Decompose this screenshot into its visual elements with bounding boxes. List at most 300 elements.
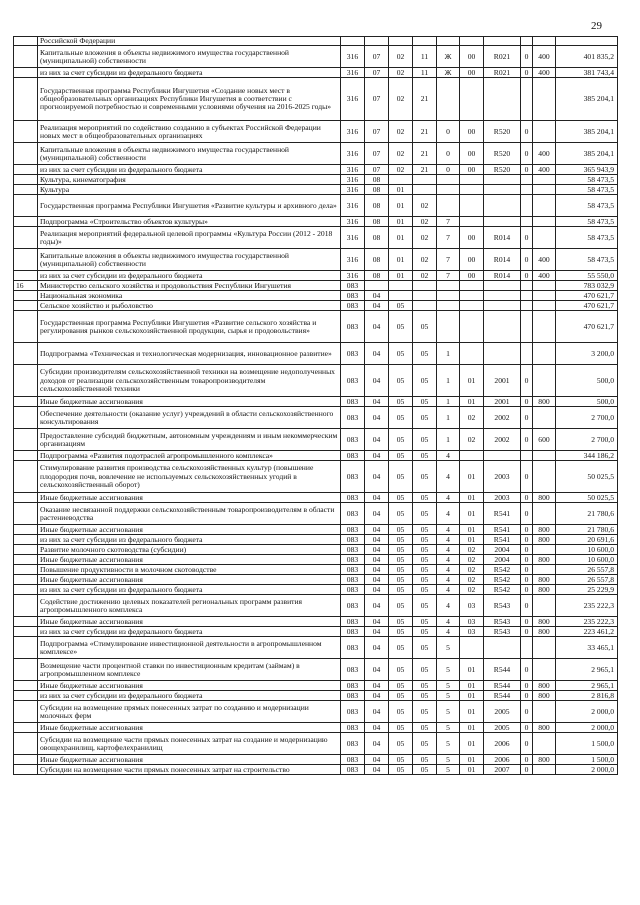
item-name-cell: Иные бюджетные ассигнования: [38, 617, 341, 627]
subsection-code-cell: 05: [389, 691, 413, 701]
item-name-cell: Подпрограмма «Строительство объектов культуры»: [38, 217, 341, 227]
ministry-code-cell: [341, 37, 365, 46]
direction-code-cell: [484, 195, 521, 217]
event-code-cell: 00: [460, 165, 484, 175]
amount-cell: 58 473,5: [556, 185, 618, 195]
subprogram-code-cell: [437, 37, 460, 46]
subsection-code-cell: 02: [389, 165, 413, 175]
direction-code-cell: R544: [484, 681, 521, 691]
ministry-code-cell: 316: [341, 249, 365, 271]
sub-direction-code-cell: 0: [521, 271, 533, 281]
subsection-code-cell: 05: [389, 575, 413, 585]
section-code-cell: 08: [365, 175, 389, 185]
expense-type-code-cell: [533, 637, 556, 659]
ministry-code-cell: 083: [341, 555, 365, 565]
event-code-cell: 01: [460, 701, 484, 723]
expense-type-code-cell: [533, 701, 556, 723]
item-name-cell: из них за счет субсидии из федерального бюджета: [38, 691, 341, 701]
event-code-cell: 00: [460, 271, 484, 281]
direction-code-cell: [484, 175, 521, 185]
amount-cell: 50 025,5: [556, 461, 618, 493]
subprogram-code-cell: 4: [437, 585, 460, 595]
direction-code-cell: [484, 185, 521, 195]
table-row: [14, 765, 618, 775]
subprogram-code-cell: 5: [437, 659, 460, 681]
event-code-cell: 01: [460, 461, 484, 493]
sub-direction-code-cell: 0: [521, 723, 533, 733]
sub-direction-code-cell: 0: [521, 565, 533, 575]
item-name-cell: Капитальные вложения в объекты недвижимого имущества государственной (муниципальной) собственности: [38, 46, 341, 68]
amount-cell: 344 186,2: [556, 451, 618, 461]
subprogram-code-cell: 5: [437, 765, 460, 775]
subprogram-code-cell: 0: [437, 143, 460, 165]
amount-cell: 50 025,5: [556, 493, 618, 503]
item-name-cell: Иные бюджетные ассигнования: [38, 755, 341, 765]
direction-code-cell: 2002: [484, 407, 521, 429]
amount-cell: 2 000,0: [556, 701, 618, 723]
subsection-code-cell: [389, 37, 413, 46]
section-code-cell: 04: [365, 733, 389, 755]
subsection-code-cell: 05: [389, 723, 413, 733]
expense-type-code-cell: 800: [533, 691, 556, 701]
subsection-code-cell: 05: [389, 627, 413, 637]
ministry-code-cell: 083: [341, 755, 365, 765]
direction-code-cell: [484, 343, 521, 365]
program-code-cell: [413, 37, 437, 46]
row-number-cell: [14, 365, 38, 397]
event-code-cell: [460, 217, 484, 227]
event-code-cell: 01: [460, 525, 484, 535]
sub-direction-code-cell: 0: [521, 701, 533, 723]
sub-direction-code-cell: 0: [521, 545, 533, 555]
item-name-cell: Иные бюджетные ассигнования: [38, 397, 341, 407]
program-code-cell: 05: [413, 565, 437, 575]
table-body: [14, 37, 618, 775]
row-number-cell: [14, 37, 38, 46]
row-number-cell: [14, 46, 38, 68]
sub-direction-code-cell: [521, 291, 533, 301]
program-code-cell: [413, 185, 437, 195]
sub-direction-code-cell: 0: [521, 681, 533, 691]
section-code-cell: 04: [365, 291, 389, 301]
sub-direction-code-cell: [521, 637, 533, 659]
section-code-cell: 04: [365, 627, 389, 637]
amount-cell: 58 473,5: [556, 227, 618, 249]
sub-direction-code-cell: 0: [521, 429, 533, 451]
table-row: [14, 271, 618, 281]
row-number-cell: [14, 545, 38, 555]
section-code-cell: 04: [365, 575, 389, 585]
row-number-cell: [14, 691, 38, 701]
ministry-code-cell: 083: [341, 617, 365, 627]
ministry-code-cell: 083: [341, 397, 365, 407]
table-row: [14, 301, 618, 311]
subsection-code-cell: 05: [389, 765, 413, 775]
program-code-cell: 05: [413, 311, 437, 343]
direction-code-cell: 2001: [484, 365, 521, 397]
expense-type-code-cell: [533, 195, 556, 217]
expense-type-code-cell: [533, 121, 556, 143]
ministry-code-cell: 083: [341, 365, 365, 397]
section-code-cell: 04: [365, 407, 389, 429]
sub-direction-code-cell: 0: [521, 691, 533, 701]
section-code-cell: 07: [365, 121, 389, 143]
section-code-cell: 04: [365, 451, 389, 461]
row-number-cell: [14, 249, 38, 271]
program-code-cell: 21: [413, 78, 437, 121]
expense-type-code-cell: [533, 595, 556, 617]
item-name-cell: Капитальные вложения в объекты недвижимого имущества государственной (муниципальной) собственности: [38, 143, 341, 165]
subprogram-code-cell: 1: [437, 429, 460, 451]
row-number-cell: [14, 701, 38, 723]
section-code-cell: 04: [365, 765, 389, 775]
sub-direction-code-cell: [521, 311, 533, 343]
program-code-cell: 05: [413, 585, 437, 595]
table-row: [14, 249, 618, 271]
row-number-cell: [14, 627, 38, 637]
expense-type-code-cell: 800: [533, 525, 556, 535]
program-code-cell: 05: [413, 723, 437, 733]
expense-type-code-cell: 800: [533, 723, 556, 733]
subprogram-code-cell: 5: [437, 637, 460, 659]
program-code-cell: [413, 291, 437, 301]
event-code-cell: 01: [460, 535, 484, 545]
direction-code-cell: [484, 291, 521, 301]
item-name-cell: из них за счет субсидии из федерального бюджета: [38, 165, 341, 175]
sub-direction-code-cell: [521, 175, 533, 185]
expense-type-code-cell: [533, 733, 556, 755]
ministry-code-cell: 083: [341, 595, 365, 617]
sub-direction-code-cell: [521, 343, 533, 365]
item-name-cell: Субсидии на возмещение части прямых понесенных затрат на строительство: [38, 765, 341, 775]
subprogram-code-cell: 1: [437, 407, 460, 429]
table-row: [14, 503, 618, 525]
expense-type-code-cell: 400: [533, 271, 556, 281]
amount-cell: 1 500,0: [556, 755, 618, 765]
section-code-cell: 04: [365, 585, 389, 595]
item-name-cell: Государственная программа Республики Ингушетия «Развитие сельского хозяйства и регулирования рынков сельскохозяйственной продукции, сырья и продовольствия»: [38, 311, 341, 343]
program-code-cell: 05: [413, 429, 437, 451]
sub-direction-code-cell: [521, 185, 533, 195]
program-code-cell: 21: [413, 143, 437, 165]
row-number-cell: [14, 451, 38, 461]
row-number-cell: [14, 765, 38, 775]
section-code-cell: 04: [365, 461, 389, 493]
table-row: [14, 637, 618, 659]
event-code-cell: 01: [460, 397, 484, 407]
row-number-cell: [14, 535, 38, 545]
section-code-cell: [365, 37, 389, 46]
section-code-cell: 04: [365, 365, 389, 397]
subsection-code-cell: 01: [389, 217, 413, 227]
program-code-cell: 05: [413, 595, 437, 617]
subsection-code-cell: [389, 281, 413, 291]
expense-type-code-cell: 800: [533, 585, 556, 595]
program-code-cell: 05: [413, 733, 437, 755]
subprogram-code-cell: 4: [437, 617, 460, 627]
sub-direction-code-cell: [521, 451, 533, 461]
event-code-cell: [460, 451, 484, 461]
subsection-code-cell: 05: [389, 503, 413, 525]
program-code-cell: 05: [413, 575, 437, 585]
amount-cell: 33 465,1: [556, 637, 618, 659]
event-code-cell: 01: [460, 493, 484, 503]
direction-code-cell: R021: [484, 68, 521, 78]
subsection-code-cell: 05: [389, 451, 413, 461]
subprogram-code-cell: 4: [437, 451, 460, 461]
event-code-cell: 01: [460, 365, 484, 397]
section-code-cell: 08: [365, 185, 389, 195]
expense-type-code-cell: 600: [533, 429, 556, 451]
amount-cell: 58 473,5: [556, 217, 618, 227]
amount-cell: 3 200,0: [556, 343, 618, 365]
ministry-code-cell: 083: [341, 733, 365, 755]
table-row: [14, 429, 618, 451]
direction-code-cell: R520: [484, 143, 521, 165]
program-code-cell: 05: [413, 535, 437, 545]
direction-code-cell: [484, 78, 521, 121]
row-number-cell: 16: [14, 281, 38, 291]
subprogram-code-cell: [437, 281, 460, 291]
table-row: [14, 733, 618, 755]
section-code-cell: 08: [365, 249, 389, 271]
ministry-code-cell: 083: [341, 407, 365, 429]
section-code-cell: 04: [365, 755, 389, 765]
row-number-cell: [14, 681, 38, 691]
amount-cell: 2 700,0: [556, 429, 618, 451]
subprogram-code-cell: 4: [437, 595, 460, 617]
event-code-cell: 01: [460, 681, 484, 691]
program-code-cell: 02: [413, 271, 437, 281]
table-row: [14, 311, 618, 343]
amount-cell: 381 743,4: [556, 68, 618, 78]
expense-type-code-cell: [533, 503, 556, 525]
direction-code-cell: [484, 637, 521, 659]
subprogram-code-cell: [437, 311, 460, 343]
ministry-code-cell: 083: [341, 451, 365, 461]
item-name-cell: Предоставление субсидий бюджетным, автономным учреждениям и иным некоммерческим организациям: [38, 429, 341, 451]
amount-cell: 21 780,6: [556, 503, 618, 525]
expense-type-code-cell: [533, 185, 556, 195]
expense-type-code-cell: 800: [533, 493, 556, 503]
event-code-cell: 00: [460, 143, 484, 165]
event-code-cell: 02: [460, 545, 484, 555]
section-code-cell: 04: [365, 343, 389, 365]
ministry-code-cell: 083: [341, 765, 365, 775]
row-number-cell: [14, 733, 38, 755]
program-code-cell: [413, 301, 437, 311]
sub-direction-code-cell: 0: [521, 503, 533, 525]
section-code-cell: 04: [365, 525, 389, 535]
subsection-code-cell: 01: [389, 249, 413, 271]
expense-type-code-cell: [533, 659, 556, 681]
program-code-cell: 05: [413, 555, 437, 565]
event-code-cell: 03: [460, 617, 484, 627]
section-code-cell: 04: [365, 535, 389, 545]
subprogram-code-cell: [437, 291, 460, 301]
direction-code-cell: 2005: [484, 723, 521, 733]
section-code-cell: 04: [365, 691, 389, 701]
item-name-cell: Государственная программа Республики Ингушетия «Развитие культуры и архивного дела»: [38, 195, 341, 217]
item-name-cell: Национальная экономика: [38, 291, 341, 301]
subprogram-code-cell: 7: [437, 249, 460, 271]
section-code-cell: 04: [365, 637, 389, 659]
sub-direction-code-cell: 0: [521, 165, 533, 175]
amount-cell: 25 229,9: [556, 585, 618, 595]
event-code-cell: [460, 195, 484, 217]
program-code-cell: 02: [413, 217, 437, 227]
event-code-cell: [460, 78, 484, 121]
sub-direction-code-cell: 0: [521, 143, 533, 165]
table-row: [14, 397, 618, 407]
table-row: [14, 701, 618, 723]
subprogram-code-cell: 4: [437, 493, 460, 503]
row-number-cell: [14, 343, 38, 365]
sub-direction-code-cell: 0: [521, 461, 533, 493]
subprogram-code-cell: 0: [437, 165, 460, 175]
item-name-cell: Возмещение части процентной ставки по инвестиционным кредитам (займам) в агропромышленном комплексе: [38, 659, 341, 681]
table-row: [14, 407, 618, 429]
row-number-cell: [14, 617, 38, 627]
program-code-cell: 05: [413, 525, 437, 535]
ministry-code-cell: 083: [341, 691, 365, 701]
table-row: [14, 627, 618, 637]
direction-code-cell: R541: [484, 535, 521, 545]
ministry-code-cell: 083: [341, 525, 365, 535]
ministry-code-cell: 083: [341, 627, 365, 637]
program-code-cell: 05: [413, 617, 437, 627]
program-code-cell: 05: [413, 755, 437, 765]
item-name-cell: Содействие достижению целевых показателей региональных программ развития агропромышленного комплекса: [38, 595, 341, 617]
expense-type-code-cell: [533, 565, 556, 575]
section-code-cell: 07: [365, 143, 389, 165]
direction-code-cell: R014: [484, 249, 521, 271]
item-name-cell: Министерство сельского хозяйства и продовольствия Республики Ингушетия: [38, 281, 341, 291]
amount-cell: 783 032,9: [556, 281, 618, 291]
item-name-cell: Подпрограмма «Развития подотраслей агропромышленного комплекса»: [38, 451, 341, 461]
expense-type-code-cell: [533, 291, 556, 301]
subprogram-code-cell: 4: [437, 503, 460, 525]
expense-type-code-cell: [533, 301, 556, 311]
ministry-code-cell: 316: [341, 68, 365, 78]
ministry-code-cell: 316: [341, 227, 365, 249]
section-code-cell: 07: [365, 68, 389, 78]
row-number-cell: [14, 78, 38, 121]
item-name-cell: из них за счет субсидии из федерального бюджета: [38, 68, 341, 78]
amount-cell: 2 000,0: [556, 765, 618, 775]
expense-type-code-cell: 800: [533, 535, 556, 545]
subsection-code-cell: 05: [389, 585, 413, 595]
sub-direction-code-cell: 0: [521, 397, 533, 407]
direction-code-cell: R541: [484, 503, 521, 525]
subprogram-code-cell: 7: [437, 227, 460, 249]
subprogram-code-cell: [437, 301, 460, 311]
row-number-cell: [14, 659, 38, 681]
direction-code-cell: 2007: [484, 765, 521, 775]
sub-direction-code-cell: 0: [521, 627, 533, 637]
ministry-code-cell: 083: [341, 311, 365, 343]
program-code-cell: 05: [413, 637, 437, 659]
ministry-code-cell: 083: [341, 429, 365, 451]
event-code-cell: 01: [460, 765, 484, 775]
sub-direction-code-cell: 0: [521, 585, 533, 595]
page-number: 29: [591, 20, 602, 32]
event-code-cell: 00: [460, 249, 484, 271]
amount-cell: 26 557,8: [556, 575, 618, 585]
subprogram-code-cell: 7: [437, 271, 460, 281]
subprogram-code-cell: 0: [437, 121, 460, 143]
direction-code-cell: R014: [484, 271, 521, 281]
direction-code-cell: R541: [484, 525, 521, 535]
item-name-cell: Реализация мероприятий федеральной целевой программы «Культура России (2012 - 2018 годы)»: [38, 227, 341, 249]
row-number-cell: [14, 121, 38, 143]
program-code-cell: 02: [413, 227, 437, 249]
subprogram-code-cell: [437, 78, 460, 121]
ministry-code-cell: 083: [341, 535, 365, 545]
event-code-cell: [460, 311, 484, 343]
table-row: [14, 565, 618, 575]
amount-cell: 58 473,5: [556, 175, 618, 185]
event-code-cell: [460, 185, 484, 195]
expense-type-code-cell: [533, 217, 556, 227]
event-code-cell: 02: [460, 407, 484, 429]
table-row: [14, 217, 618, 227]
subsection-code-cell: 05: [389, 659, 413, 681]
row-number-cell: [14, 525, 38, 535]
item-name-cell: Субсидии на возмещение прямых понесенных затрат по созданию и модернизации молочных ферм: [38, 701, 341, 723]
subsection-code-cell: 05: [389, 343, 413, 365]
amount-cell: 2 000,0: [556, 723, 618, 733]
item-name-cell: Оказание несвязанной поддержки сельскохозяйственным товаропроизводителям в области растениеводства: [38, 503, 341, 525]
subprogram-code-cell: 4: [437, 461, 460, 493]
subsection-code-cell: 01: [389, 271, 413, 281]
ministry-code-cell: 083: [341, 343, 365, 365]
direction-code-cell: [484, 217, 521, 227]
table-row: [14, 175, 618, 185]
event-code-cell: [460, 175, 484, 185]
subprogram-code-cell: [437, 185, 460, 195]
event-code-cell: 02: [460, 585, 484, 595]
sub-direction-code-cell: [521, 281, 533, 291]
direction-code-cell: R021: [484, 46, 521, 68]
sub-direction-code-cell: [521, 78, 533, 121]
section-code-cell: 08: [365, 271, 389, 281]
item-name-cell: Культура: [38, 185, 341, 195]
program-code-cell: 05: [413, 365, 437, 397]
program-code-cell: 05: [413, 461, 437, 493]
ministry-code-cell: 083: [341, 301, 365, 311]
section-code-cell: 07: [365, 165, 389, 175]
subprogram-code-cell: 5: [437, 691, 460, 701]
subsection-code-cell: 05: [389, 555, 413, 565]
direction-code-cell: R542: [484, 585, 521, 595]
event-code-cell: 01: [460, 755, 484, 765]
event-code-cell: 03: [460, 595, 484, 617]
sub-direction-code-cell: 0: [521, 575, 533, 585]
event-code-cell: 01: [460, 503, 484, 525]
section-code-cell: 08: [365, 195, 389, 217]
expense-type-code-cell: 800: [533, 755, 556, 765]
expense-type-code-cell: 400: [533, 249, 556, 271]
amount-cell: 235 222,3: [556, 595, 618, 617]
item-name-cell: Подпрограмма «Техническая и технологическая модернизация, инновационное развитие»: [38, 343, 341, 365]
program-code-cell: 02: [413, 195, 437, 217]
event-code-cell: 03: [460, 627, 484, 637]
amount-cell: 20 691,6: [556, 535, 618, 545]
event-code-cell: 01: [460, 723, 484, 733]
table-row: [14, 545, 618, 555]
budget-table: [13, 36, 618, 775]
